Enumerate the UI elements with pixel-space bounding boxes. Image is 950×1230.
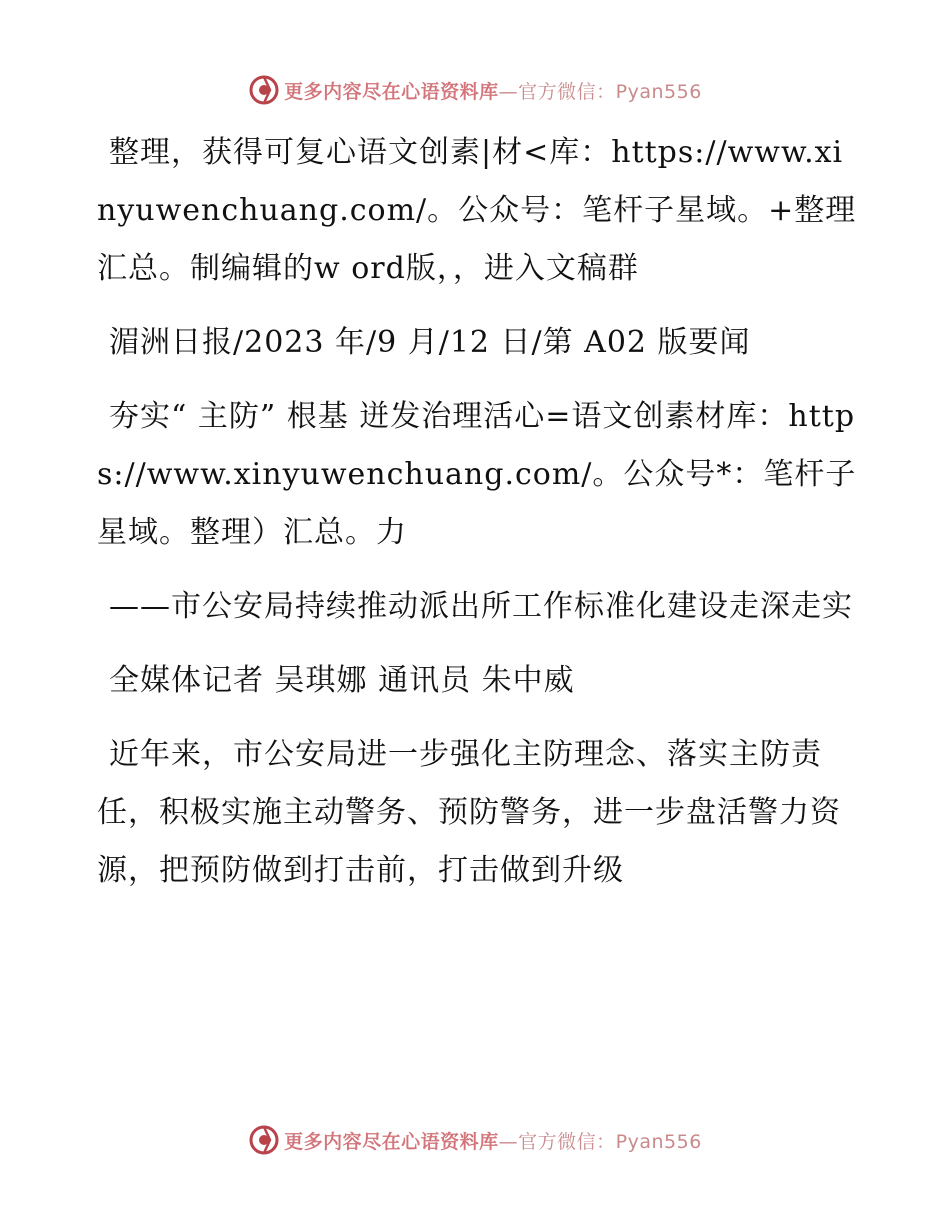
footer-banner (0, 1120, 950, 1160)
body-paragraph: 近年来，市公安局进一步强化主防理念、落实主防责任，积极实施主动警务、预防警务，进一步盘活警力资源，把预防做到打击前，打击做到升级 (97, 737, 841, 888)
banner-sub-text: —官方微信：Pyan556 (498, 80, 702, 103)
intro-paragraph: 整理，获得可复心语文创素|材<库：https://www.xinyuwenchuang.com/。公众号：笔杆子星域。+整理汇总。制编辑的w ord版，，进入文稿群 (97, 135, 857, 286)
byline: 全媒体记者 吴琪娜 通讯员 朱中威 (109, 663, 575, 698)
document-body (97, 124, 857, 916)
article-title: 夯实“ 主防” 根基 迸发治理活心=语文创素材库：https://www.xinyuwenchuang.com/。公众号*：笔杆子星域。整理）汇总。力 (97, 399, 857, 550)
banner-main-text: 更多内容尽在心语资料库 (284, 1130, 499, 1153)
header-banner (0, 70, 950, 110)
banner-main-text: 更多内容尽在心语资料库 (284, 80, 499, 103)
article-subtitle: ——市公安局持续推动派出所工作标准化建设走深走实 (109, 589, 853, 624)
source-line: 湄洲日报/2023 年/9 月/12 日/第 A02 版要闻 (109, 325, 751, 360)
logo-icon (248, 74, 280, 106)
logo-icon (248, 1124, 280, 1156)
banner-sub-text: —官方微信：Pyan556 (498, 1130, 702, 1153)
